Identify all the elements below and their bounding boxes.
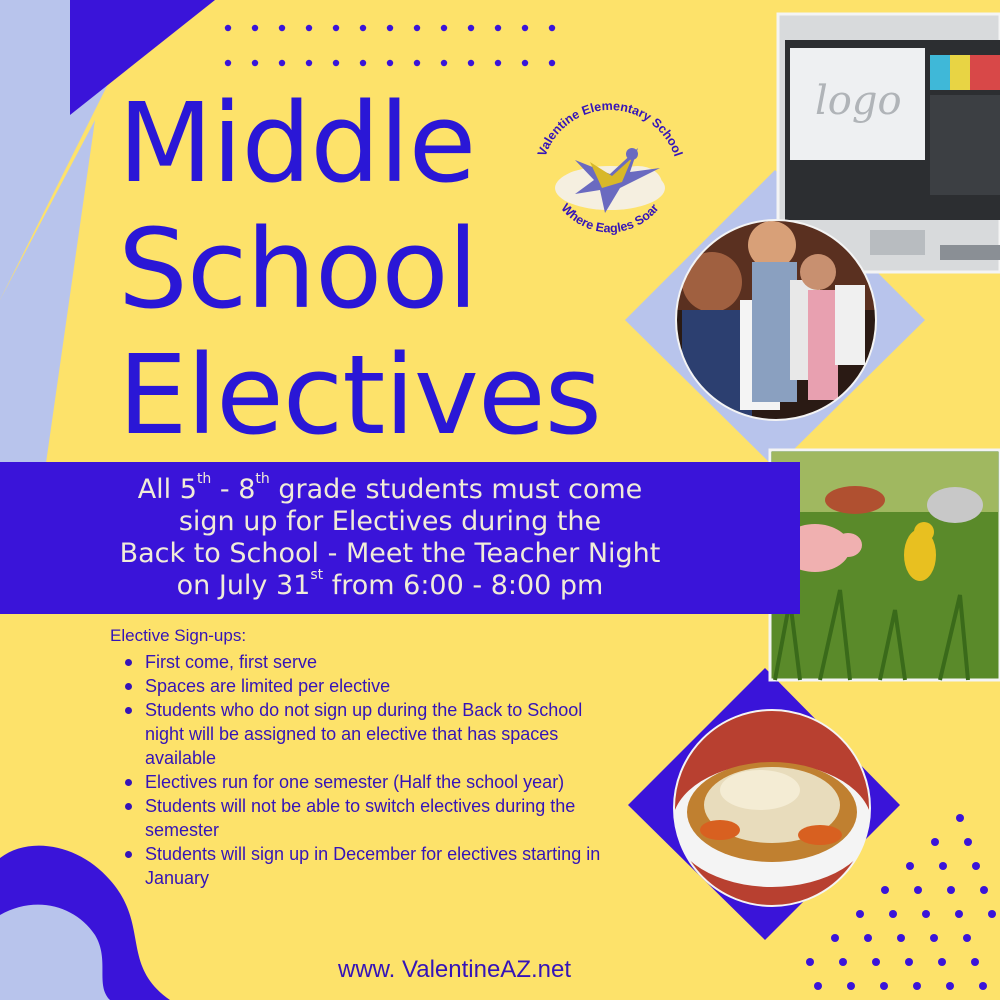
list-item: Students who do not sign up during the Back to School night will be assigned to an elective that has spaces available	[122, 698, 625, 770]
title-line-2: School	[118, 205, 478, 333]
top-dot-row	[225, 25, 555, 66]
list-item: Spaces are limited per elective	[122, 674, 622, 698]
list-item: Students will not be able to switch electives during the semester	[122, 794, 605, 842]
eagle-logo-icon	[520, 88, 700, 268]
list-item: Electives run for one semester (Half the school year)	[122, 770, 625, 794]
banner-line-4: on July 31st from 6:00 - 8:00 pm	[176, 567, 604, 601]
monitor-logo-text: logo	[815, 78, 902, 124]
farm-animal-toys-photo	[770, 450, 1000, 680]
banner-line-1: All 5th - 8th grade students must come	[137, 471, 643, 505]
title-line-3: Electives	[118, 331, 601, 459]
website-link[interactable]: www. ValentineAZ.net	[338, 956, 572, 983]
list-item: First come, first serve	[122, 650, 622, 674]
banner-line-3: Back to School - Meet the Teacher Night	[119, 538, 661, 569]
title-line-1: Middle	[118, 79, 476, 207]
svg-text:Valentine Elementary School	[535, 99, 685, 158]
announcement-text	[40, 471, 740, 602]
students-singing-photo	[676, 220, 876, 420]
logo-school-name: Valentine Elementary School	[534, 98, 686, 159]
logo-motto: Where Eagles Soar	[558, 200, 662, 236]
signup-list	[122, 650, 622, 890]
school-logo	[520, 88, 700, 268]
banner-line-2: sign up for Electives during the	[178, 506, 602, 537]
list-item: Students will sign up in December for electives starting in January	[122, 842, 625, 890]
signup-heading: Elective Sign-ups:	[110, 626, 247, 645]
